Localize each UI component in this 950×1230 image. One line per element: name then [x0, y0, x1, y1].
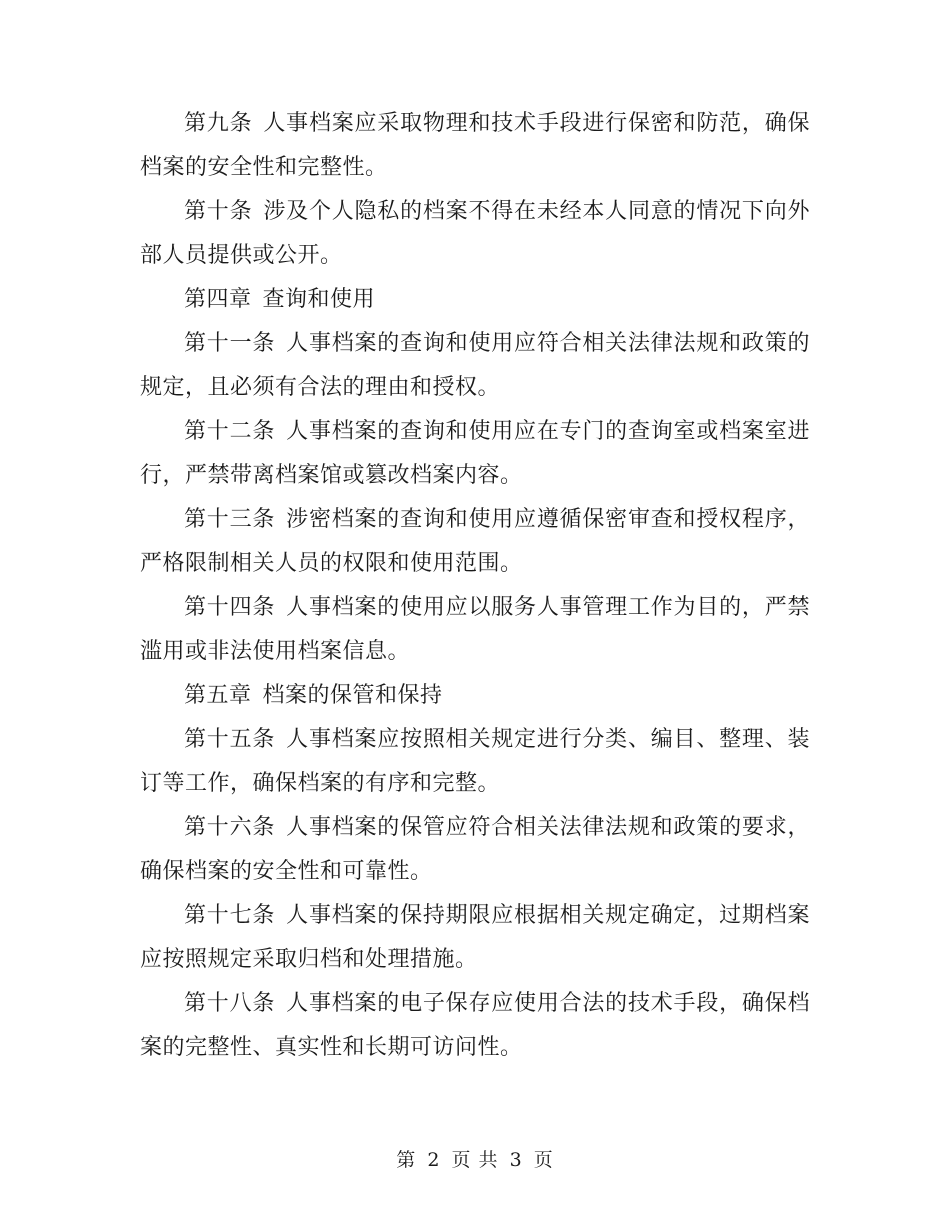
article-text: 人事档案的电子保存应使用合法的技术手段，确保档案的完整性、真实性和长期可访问性。 [140, 991, 810, 1060]
article-text: 人事档案的使用应以服务人事管理工作为目的，严禁滥用或非法使用档案信息。 [140, 595, 810, 664]
chapter-title: 查询和使用 [262, 287, 376, 312]
article-17 [140, 894, 810, 982]
article-number: 第十八条 [184, 991, 276, 1016]
article-number: 第十七条 [184, 903, 276, 928]
article-15 [140, 718, 810, 806]
chapter-number: 第四章 [184, 287, 252, 312]
article-text: 人事档案的保管应符合相关法律法规和政策的要求，确保档案的安全性和可靠性。 [140, 815, 810, 884]
article-text: 人事档案的保持期限应根据相关规定确定，过期档案应按照规定采取归档和处理措施。 [140, 903, 810, 972]
chapter-number: 第五章 [184, 683, 252, 708]
article-16 [140, 806, 810, 894]
article-12 [140, 410, 810, 498]
article-text: 涉密档案的查询和使用应遵循保密审查和授权程序，严格限制相关人员的权限和使用范围。 [140, 507, 810, 576]
article-text: 涉及个人隐私的档案不得在未经本人同意的情况下向外部人员提供或公开。 [140, 199, 810, 268]
article-text: 人事档案的查询和使用应在专门的查询室或档案室进行，严禁带离档案馆或篡改档案内容。 [140, 419, 810, 488]
chapter-5-heading [140, 674, 810, 718]
article-13 [140, 498, 810, 586]
article-number: 第十四条 [184, 595, 276, 620]
article-11 [140, 322, 810, 410]
page-footer [0, 1146, 950, 1174]
current-page-number: 2 [427, 1149, 441, 1171]
article-text: 人事档案的查询和使用应符合相关法律法规和政策的规定，且必须有合法的理由和授权。 [140, 331, 810, 400]
article-18 [140, 982, 810, 1070]
chapter-4-heading [140, 278, 810, 322]
article-number: 第十一条 [184, 331, 276, 356]
article-number: 第十条 [184, 199, 253, 224]
article-9 [140, 102, 810, 190]
footer-prefix: 第 [396, 1149, 417, 1171]
article-number: 第十六条 [184, 815, 276, 840]
chapter-title: 档案的保管和保持 [262, 683, 443, 708]
footer-mid: 页 共 [451, 1149, 499, 1171]
article-number: 第九条 [184, 111, 253, 136]
article-number: 第十五条 [184, 727, 276, 752]
article-text: 人事档案应按照相关规定进行分类、编目、整理、装订等工作，确保档案的有序和完整。 [140, 727, 810, 796]
total-page-count: 3 [509, 1149, 523, 1171]
article-text: 人事档案应采取物理和技术手段进行保密和防范，确保档案的安全性和完整性。 [140, 111, 810, 180]
article-10 [140, 190, 810, 278]
footer-suffix: 页 [533, 1149, 554, 1171]
article-number: 第十三条 [184, 507, 276, 532]
article-number: 第十二条 [184, 419, 276, 444]
document-body [140, 102, 810, 1070]
article-14 [140, 586, 810, 674]
